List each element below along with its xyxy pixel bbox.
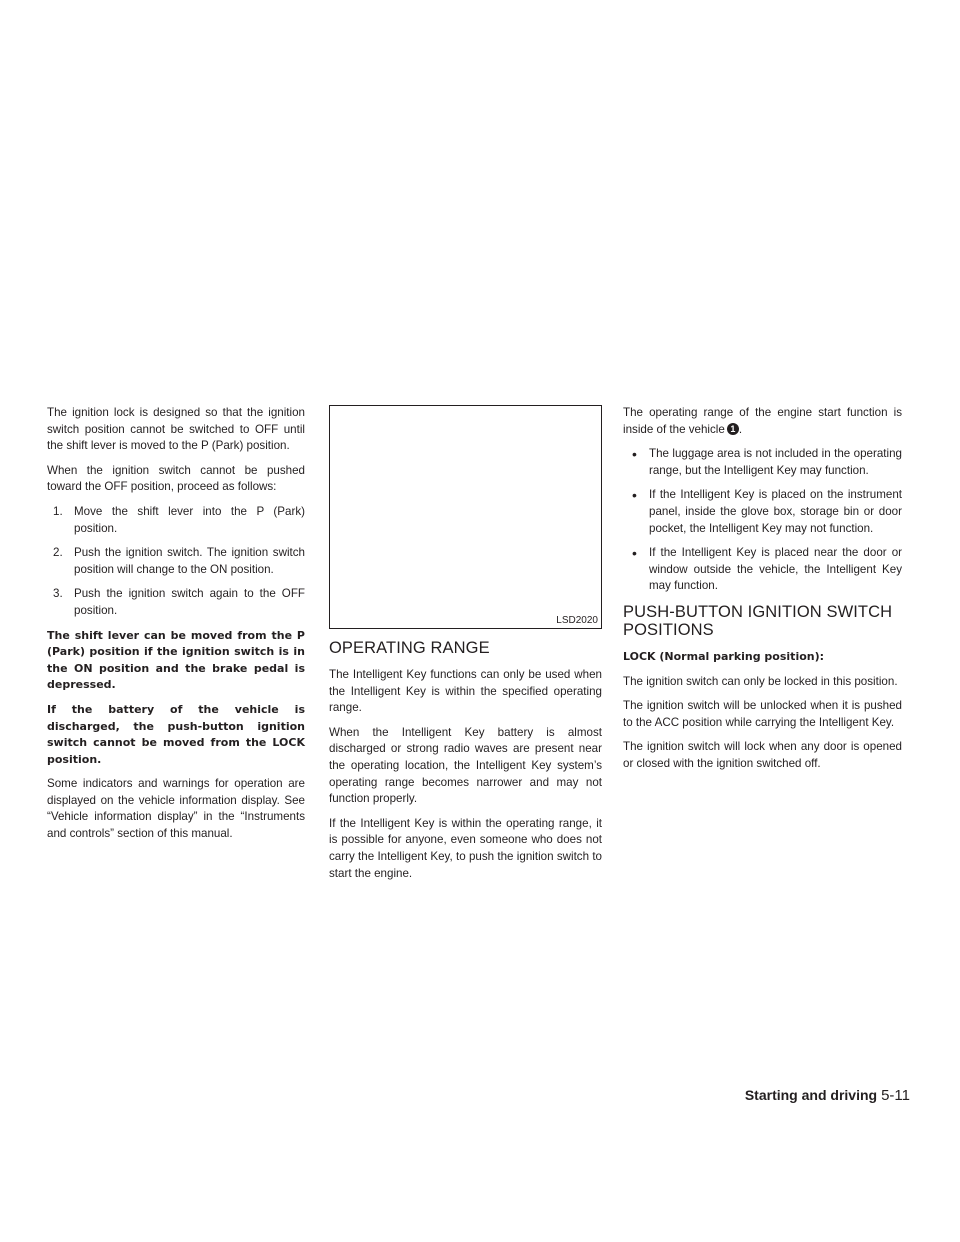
paragraph-off-procedure: When the ignition switch cannot be pushed toward the OFF position, proceed as follows: — [47, 463, 305, 494]
step-number: 2. — [53, 546, 63, 560]
step-text: Push the ignition switch. The ignition switch position will change to the ON position. — [74, 546, 305, 576]
callout-1-icon: 1 — [727, 423, 739, 435]
paragraph-engine-start-range: The operating range of the engine start function is inside of the vehicle 1 . — [623, 406, 902, 436]
bullet-item — [623, 545, 902, 595]
step-number: 3. — [53, 587, 63, 601]
page-number: 5-11 — [881, 1087, 910, 1104]
paragraph-operating-range-3: If the Intelligent Key is within the operating range, it is possible for anyone, even someone who does not carry the Intelligent Key, to push the ignition switch to start the engine. — [329, 816, 602, 880]
subheading-lock: LOCK (Normal parking position): — [623, 649, 825, 663]
paragraph-lock-1: The ignition switch can only be locked in this position. — [623, 674, 898, 688]
step-item — [47, 586, 305, 619]
procedure-steps — [47, 504, 305, 620]
column-right — [623, 405, 902, 781]
bullet-text: If the Intelligent Key is placed on the instrument panel, inside the glove box, storage bin or door pocket, the Intelligent Key may not function. — [649, 488, 902, 535]
paragraph-ignition-lock: The ignition lock is designed so that the ignition switch position cannot be switched to OFF until the shift lever is moved to the P (Park) position. — [47, 406, 305, 453]
engine-start-range-text: The operating range of the engine start function is inside of the vehicle — [623, 406, 902, 436]
bold-note-battery: If the battery of the vehicle is discharged, the push-button ignition switch cannot be moved from the LOCK position. — [47, 702, 305, 766]
bullet-item — [623, 487, 902, 537]
bold-note-shift-lever: The shift lever can be moved from the P (Park) position if the ignition switch is in the ON position and the brake pedal is depressed. — [47, 628, 305, 692]
range-bullets — [623, 446, 902, 595]
bullet-dot-icon: • — [632, 446, 637, 463]
heading-push-button-positions: PUSH-BUTTON IGNITION SWITCH POSITIONS — [623, 602, 893, 639]
step-item — [47, 504, 305, 537]
figure-code: LSD2020 — [556, 615, 598, 626]
step-item — [47, 545, 305, 578]
bullet-dot-icon: • — [632, 545, 637, 562]
bullet-text: The luggage area is not included in the operating range, but the Intelligent Key may function. — [649, 447, 902, 477]
paragraph-lock-3: The ignition switch will lock when any door is opened or closed with the ignition switched off. — [623, 740, 902, 770]
step-number: 1. — [53, 504, 63, 518]
paragraph-operating-range-2: When the Intelligent Key battery is almost discharged or strong radio waves are present near the operating location, the Intelligent Key system’s operating range becomes narrower and may not function properly. — [329, 725, 602, 806]
page-footer — [700, 1087, 910, 1106]
column-middle — [329, 405, 602, 890]
figure-box — [329, 405, 602, 629]
paragraph-operating-range-1: The Intelligent Key functions can only be used when the Intelligent Key is within the specified operating range. — [329, 668, 602, 715]
paragraph-lock-2: The ignition switch will be unlocked when it is pushed to the ACC position while carrying the Intelligent Key. — [623, 699, 902, 729]
column-left — [47, 405, 305, 851]
step-text: Push the ignition switch again to the OFF position. — [74, 587, 305, 617]
bullet-text: If the Intelligent Key is placed near the door or window outside the vehicle, the Intelligent Key may function. — [649, 546, 902, 593]
footer-section-title: Starting and driving — [744, 1087, 878, 1103]
heading-operating-range: OPERATING RANGE — [329, 639, 490, 657]
step-text: Move the shift lever into the P (Park) position. — [74, 504, 305, 535]
bullet-dot-icon: • — [632, 487, 637, 504]
bullet-item — [623, 446, 902, 479]
paragraph-indicators: Some indicators and warnings for operation are displayed on the vehicle information display. See “Vehicle information display” in the “Instruments and controls” section of this manual. — [47, 777, 305, 841]
